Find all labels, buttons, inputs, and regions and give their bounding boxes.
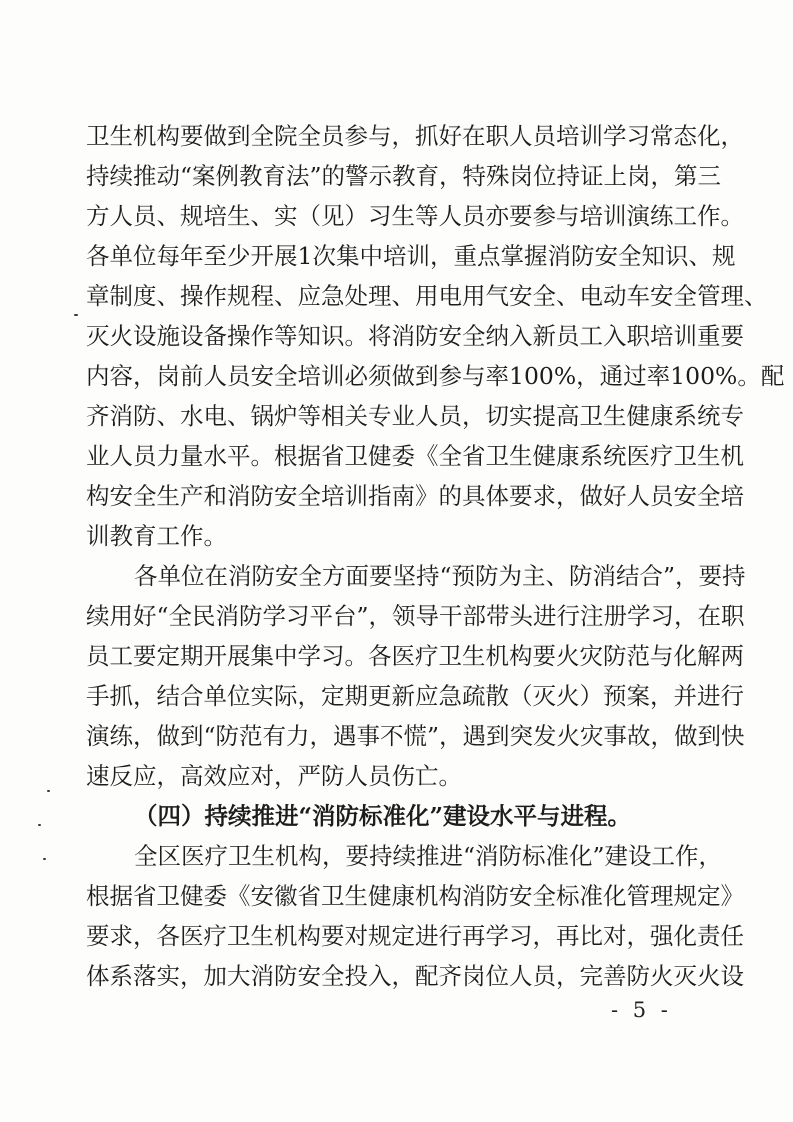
body-line-20: 根据省卫健委《安徽省卫生健康机构消防安全标准化管理规定》 [86, 882, 744, 910]
page-number: - 5 - [611, 998, 672, 1022]
body-line-21: 要求，各医疗卫生机构要对规定进行再学习，再比对，强化责任 [86, 922, 744, 950]
body-line-10: 构安全生产和消防安全培训指南》的具体要求，做好人员安全培 [86, 482, 744, 510]
body-line-13: 续用好“全民消防学习平台”，领导干部带头进行注册学习，在职 [86, 602, 745, 630]
scan-speck [38, 824, 41, 826]
body-line-15: 手抓，结合单位实际，定期更新应急疏散（灭火）预案，并进行 [86, 682, 744, 710]
scan-speck [74, 314, 78, 316]
body-line-1: 卫生机构要做到全院全员参与，抓好在职人员培训学习常态化， [86, 122, 744, 150]
body-line-2: 持续推动“案例教育法”的警示教育，特殊岗位持证上岗，第三 [86, 162, 722, 190]
body-line-4: 各单位每年至少开展1次集中培训，重点掌握消防安全知识、规 [86, 242, 736, 270]
body-line-12: 各单位在消防安全方面要坚持“预防为主、防消结合”，要持 [134, 562, 746, 590]
body-line-3: 方人员、规培生、实（见）习生等人员亦要参与培训演练工作。 [86, 202, 744, 230]
scan-speck [47, 790, 50, 792]
body-line-8: 齐消防、水电、锅炉等相关专业人员，切实提高卫生健康系统专 [86, 402, 744, 430]
section-heading: （四）持续推进“消防标准化”建设水平与进程。 [134, 802, 632, 830]
body-line-22: 体系落实，加大消防安全投入，配齐岗位人员，完善防火灭火设 [86, 962, 744, 990]
body-line-6: 灭火设施设备操作等知识。将消防安全纳入新员工入职培训重要 [86, 322, 744, 350]
body-line-5: 章制度、操作规程、应急处理、用电用气安全、电动车安全管理、 [86, 282, 768, 310]
scan-speck [43, 858, 46, 860]
body-line-17: 速反应，高效应对，严防人员伤亡。 [86, 762, 462, 790]
body-line-14: 员工要定期开展集中学习。各医疗卫生机构要火灾防范与化解两 [86, 642, 744, 670]
body-line-9: 业人员力量水平。根据省卫健委《全省卫生健康系统医疗卫生机 [86, 442, 744, 470]
body-line-11: 训教育工作。 [86, 522, 227, 550]
body-line-16: 演练，做到“防范有力，遇事不慌”，遇到突发火灾事故，做到快 [86, 722, 745, 750]
body-line-19: 全区医疗卫生机构，要持续推进“消防标准化”建设工作， [134, 842, 723, 870]
body-line-7: 内容，岗前人员安全培训必须做到参与率100%，通过率100%。配 [86, 362, 785, 390]
